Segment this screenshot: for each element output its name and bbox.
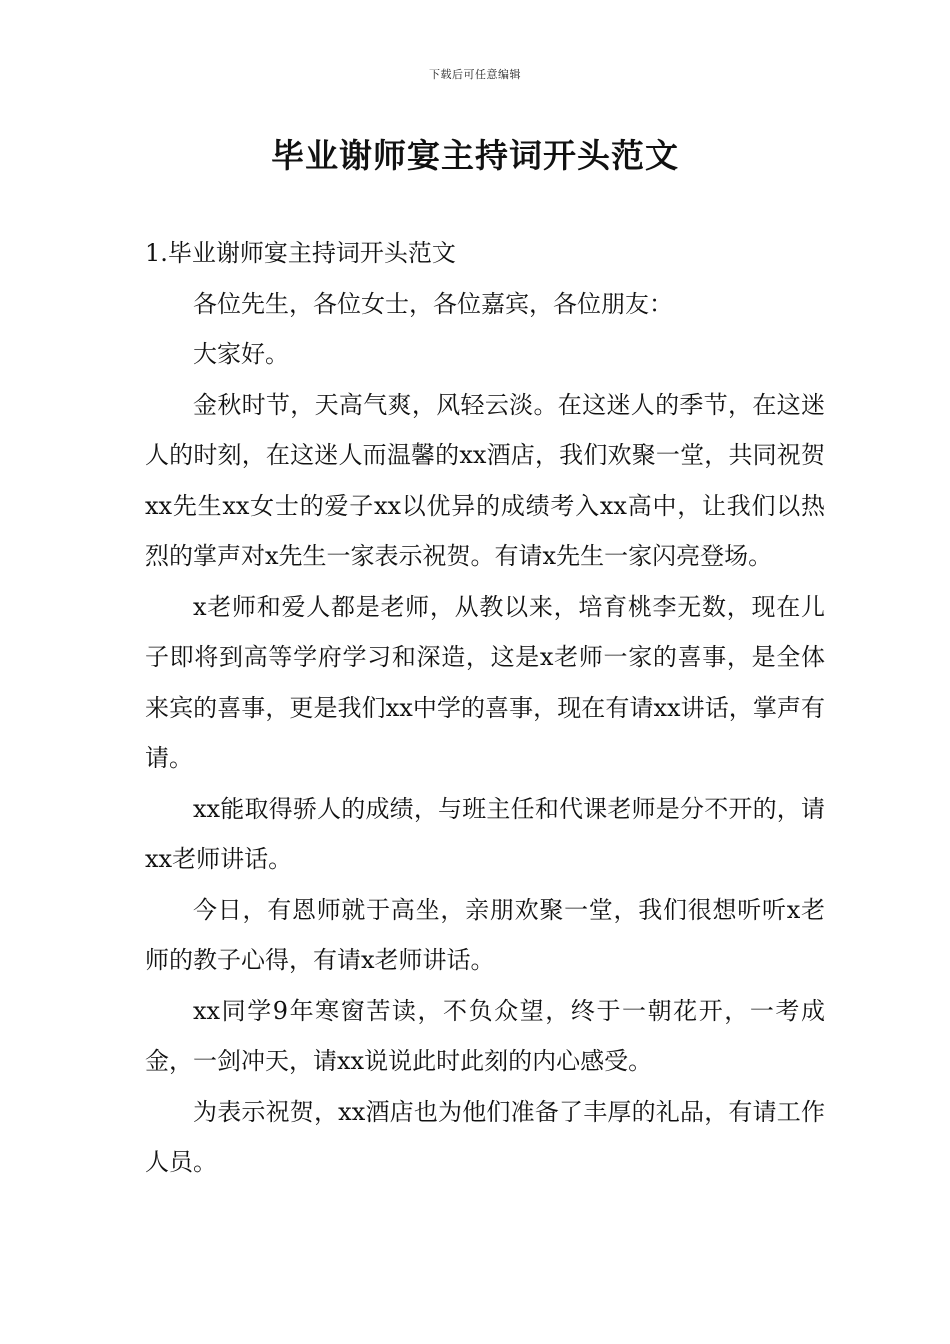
paragraph-gifts: 为表示祝贺，xx酒店也为他们准备了丰厚的礼品，有请工作人员。 [145,1097,825,1176]
document-body [145,228,825,1188]
paragraph-parenting-talk: 今日，有恩师就于高坐，亲朋欢聚一堂，我们很想听听x老师的教子心得，有请x老师讲话。 [145,895,825,974]
document-title: 毕业谢师宴主持词开头范文 [271,136,679,175]
paragraph-teacher-family: x老师和爱人都是老师，从教以来，培育桃李无数，现在儿子即将到高等学府学习和深造，这是x老师一家的喜事，是全体来宾的喜事，更是我们xx中学的喜事，现在有请xx讲话，掌声有请。 [145,592,825,772]
paragraph-thanks-teachers: xx能取得骄人的成绩，与班主任和代课老师是分不开的，请xx老师讲话。 [145,794,825,873]
section-heading: 1.毕业谢师宴主持词开头范文 [145,239,456,267]
header-note: 下载后可任意编辑 [429,68,521,81]
paragraph-student-talk: xx同学9年寒窗苦读，不负众望，终于一朝花开，一考成金，一剑冲天，请xx说说此时此刻的内心感受。 [145,996,825,1075]
paragraph-opening: 金秋时节，天高气爽，风轻云淡。在这迷人的季节，在这迷人的时刻，在这迷人而温馨的xx酒店，我们欢聚一堂，共同祝贺xx先生xx女士的爱子xx以优异的成绩考入xx高中，让我们以热烈的掌声对x先生一家表示祝贺。有请x先生一家闪亮登场。 [145,390,825,570]
paragraph-greeting: 各位先生，各位女士，各位嘉宾，各位朋友： [193,289,673,318]
paragraph-hello: 大家好。 [193,340,289,368]
